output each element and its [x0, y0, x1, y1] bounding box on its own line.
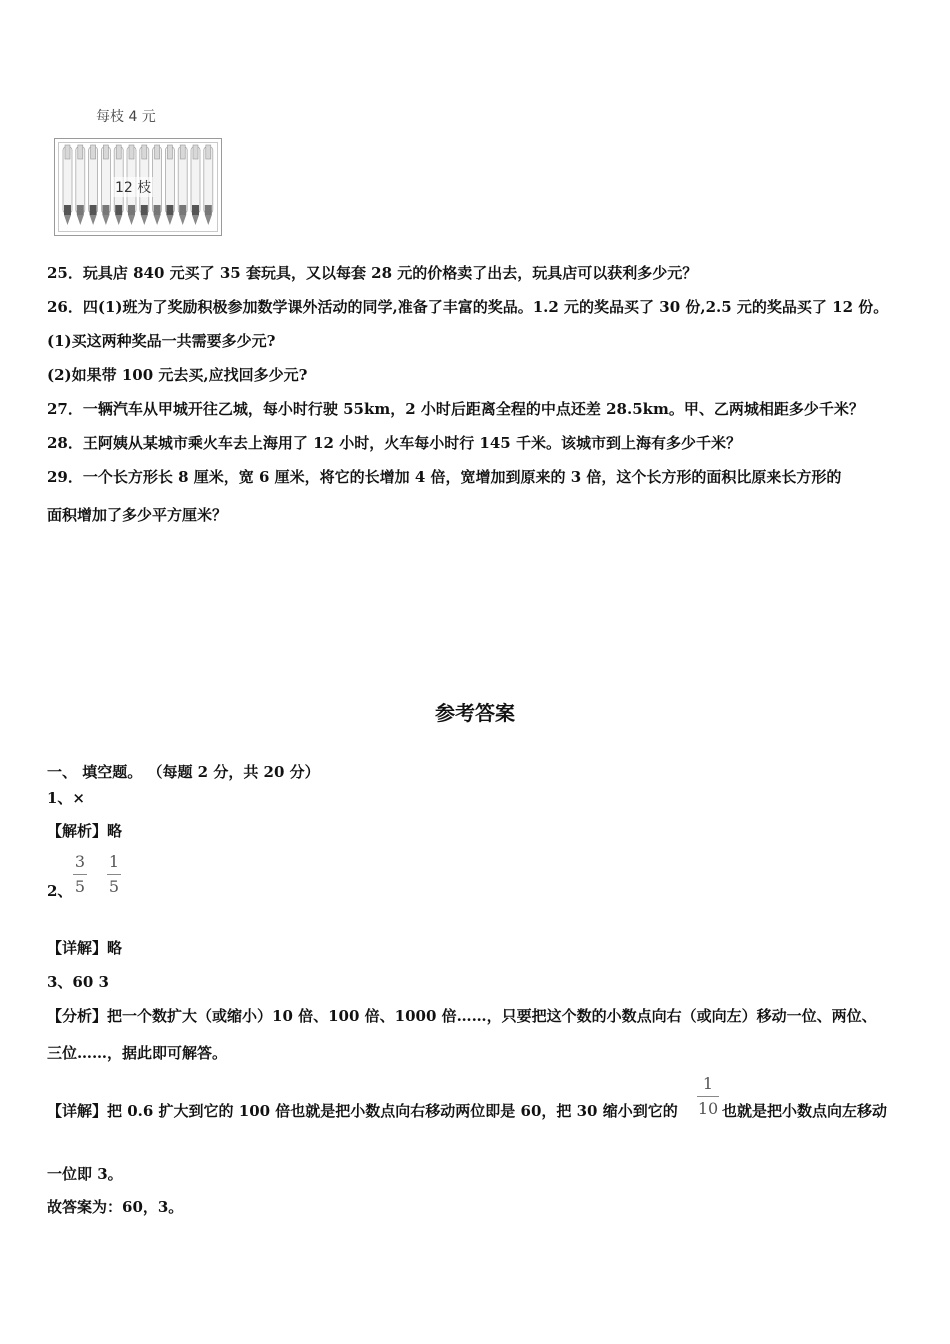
pen-icon	[165, 145, 174, 225]
answer-3-detail-end: 一位即 3。	[47, 1165, 123, 1183]
pen-icon	[76, 145, 85, 225]
answer-1-note: 【解析】略	[47, 822, 123, 840]
question-27: 27．一辆汽车从甲城开往乙城，每小时行驶 55km，2 小时后距离全程的中点还差 28.5km。甲、乙两城相距多少千米？	[47, 400, 864, 418]
pen-count-label: 12 枝	[113, 177, 153, 197]
fraction-1-5: 1 5	[108, 852, 120, 896]
question-29: 29．一个长方形长 8 厘米，宽 6 厘米，将它的长增加 4 倍，宽增加到原来的 3 倍，这个长方形的面积比原来长方形的	[47, 468, 842, 486]
pen-icon	[153, 145, 162, 225]
question-28: 28．王阿姨从某城市乘火车去上海用了 12 小时，火车每小时行 145 千米。该城市到上海有多少千米？	[47, 434, 741, 452]
answer-2-note: 【详解】略	[47, 939, 123, 957]
answer-3-analysis: 【分析】把一个数扩大（或缩小）10 倍、100 倍、1000 倍……，只要把这个数的小数点向右（或向左）移动一位、两位、	[47, 1007, 877, 1025]
pen-icon	[191, 145, 200, 225]
pen-icon	[63, 145, 72, 225]
question-26: 26．四(1)班为了奖励积极参加数学课外活动的同学,准备了丰富的奖品。1.2 元的奖品买了 30 份,2.5 元的奖品买了 12 份。	[47, 298, 889, 316]
pen-icon	[101, 145, 110, 225]
price-label: 每枝 4 元	[96, 109, 156, 125]
answer-1: 1、×	[47, 789, 86, 807]
pen-box-figure	[54, 138, 222, 236]
answer-3-detail-continued: 也就是把小数点向左移动	[722, 1102, 888, 1120]
question-29-continued: 面积增加了多少平方厘米？	[47, 506, 228, 524]
fraction-1-10: 1 10	[697, 1074, 719, 1118]
answer-3-analysis-continued: 三位……，据此即可解答。	[47, 1044, 228, 1062]
answer-3-detail: 【详解】把 0.6 扩大到它的 100 倍也就是把小数点向右移动两位即是 60，把 30 缩小到它的	[47, 1102, 678, 1120]
question-25: 25．玩具店 840 元买了 35 套玩具，又以每套 28 元的价格卖了出去，玩具店可以获利多少元？	[47, 264, 698, 282]
fraction-3-5: 3 5	[74, 852, 86, 896]
pen-icon	[204, 145, 213, 225]
answer-3: 3、60 3	[47, 973, 109, 991]
question-26-part-1: (1)买这两种奖品一共需要多少元?	[47, 332, 276, 350]
pen-icon	[178, 145, 187, 225]
answer-2-prefix: 2、	[47, 882, 73, 900]
answers-title: 参考答案	[435, 701, 515, 725]
section-heading: 一、 填空题。 （每题 2 分，共 20 分）	[47, 763, 320, 781]
answer-3-final: 故答案为：60，3。	[47, 1198, 184, 1216]
question-26-part-2: (2)如果带 100 元去买,应找回多少元?	[47, 366, 308, 384]
pen-icon	[89, 145, 98, 225]
